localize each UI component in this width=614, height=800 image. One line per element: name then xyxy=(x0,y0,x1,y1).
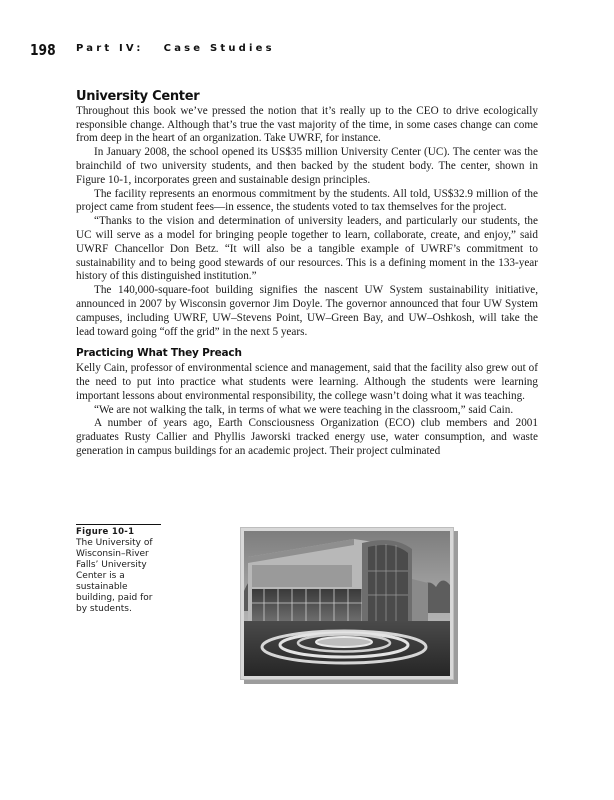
subheading: Practicing What They Preach xyxy=(76,347,242,360)
paragraph: “We are not walking the talk, in terms of what we were teaching in the classroom,” said Cain. xyxy=(94,403,514,416)
section-label: Case Studies xyxy=(163,43,275,54)
paragraph: The 140,000-square-foot building signifies the nascent UW System sustainability initiative, announced in 2007 by Wisconsin governor Jim Doyle. The governor announced that four UW System campuses, including UWRF, UW–Stevens Point, UW–Green Bay, and UW–Oshkosh, will take the lead toward going “off the grid” in the next 5 years. xyxy=(76,284,538,338)
paragraph: In January 2008, the school opened its US$35 million University Center (UC). The center was the brainchild of two university students, and then backed by the student body. The center, shown in Figure 10-1, incorporates green and sustainable design principles. xyxy=(76,146,538,186)
paragraph: A number of years ago, Earth Consciousness Organization (ECO) club members and 2001 graduates Rusty Callier and Phyllis Jaworski tracked energy use, water consumption, and waste generation in campus buildings for an academic project. Their project culminated xyxy=(76,417,538,457)
running-head xyxy=(76,43,275,54)
figure-caption xyxy=(76,524,161,615)
page-number: 198 xyxy=(30,41,56,59)
section-heading: University Center xyxy=(76,89,200,104)
figure-caption-text: The University of Wisconsin–River Falls’ University Center is a sustainable building, paid for by students. xyxy=(76,538,153,614)
part-label: Part IV: xyxy=(76,43,144,54)
paragraph: Throughout this book we’ve pressed the notion that it’s really up to the CEO to drive ecologically responsible change. Although that’s true the vast majority of the time, in some cases change can come from deep in the heart of an organization. Take UWRF, for instance. xyxy=(76,104,538,145)
lawn xyxy=(244,621,450,676)
page-header xyxy=(30,41,275,61)
paragraph: The facility represents an enormous commitment by the students. All told, US$32.9 million of the project came from student fees—in essence, the students voted to tax themselves for the project. xyxy=(76,187,538,214)
paragraph: “Thanks to the vision and determination of university leaders, and particularly our students, the UC will serve as a model for bringing people together to learn, collaborate, create, and enjoy,” said UWRF Chancellor Don Betz. “It will also be a tangible example of UWRF’s commitment to sustainability and to being good stewards of our resources. This is a defining moment in the 133-year history of this distinguished institution.” xyxy=(76,215,538,283)
figure-label: Figure 10-1 xyxy=(76,527,135,537)
body-text xyxy=(76,90,538,459)
paragraph: Kelly Cain, professor of environmental science and management, said that the facility also grew out of the need to put into practice what students were learning. Although the students were learning important lessons about environmental responsibility, the college wasn’t doing what it was teaching. xyxy=(76,362,538,402)
figure-photo xyxy=(240,527,454,680)
building-photo-illustration xyxy=(244,531,450,676)
